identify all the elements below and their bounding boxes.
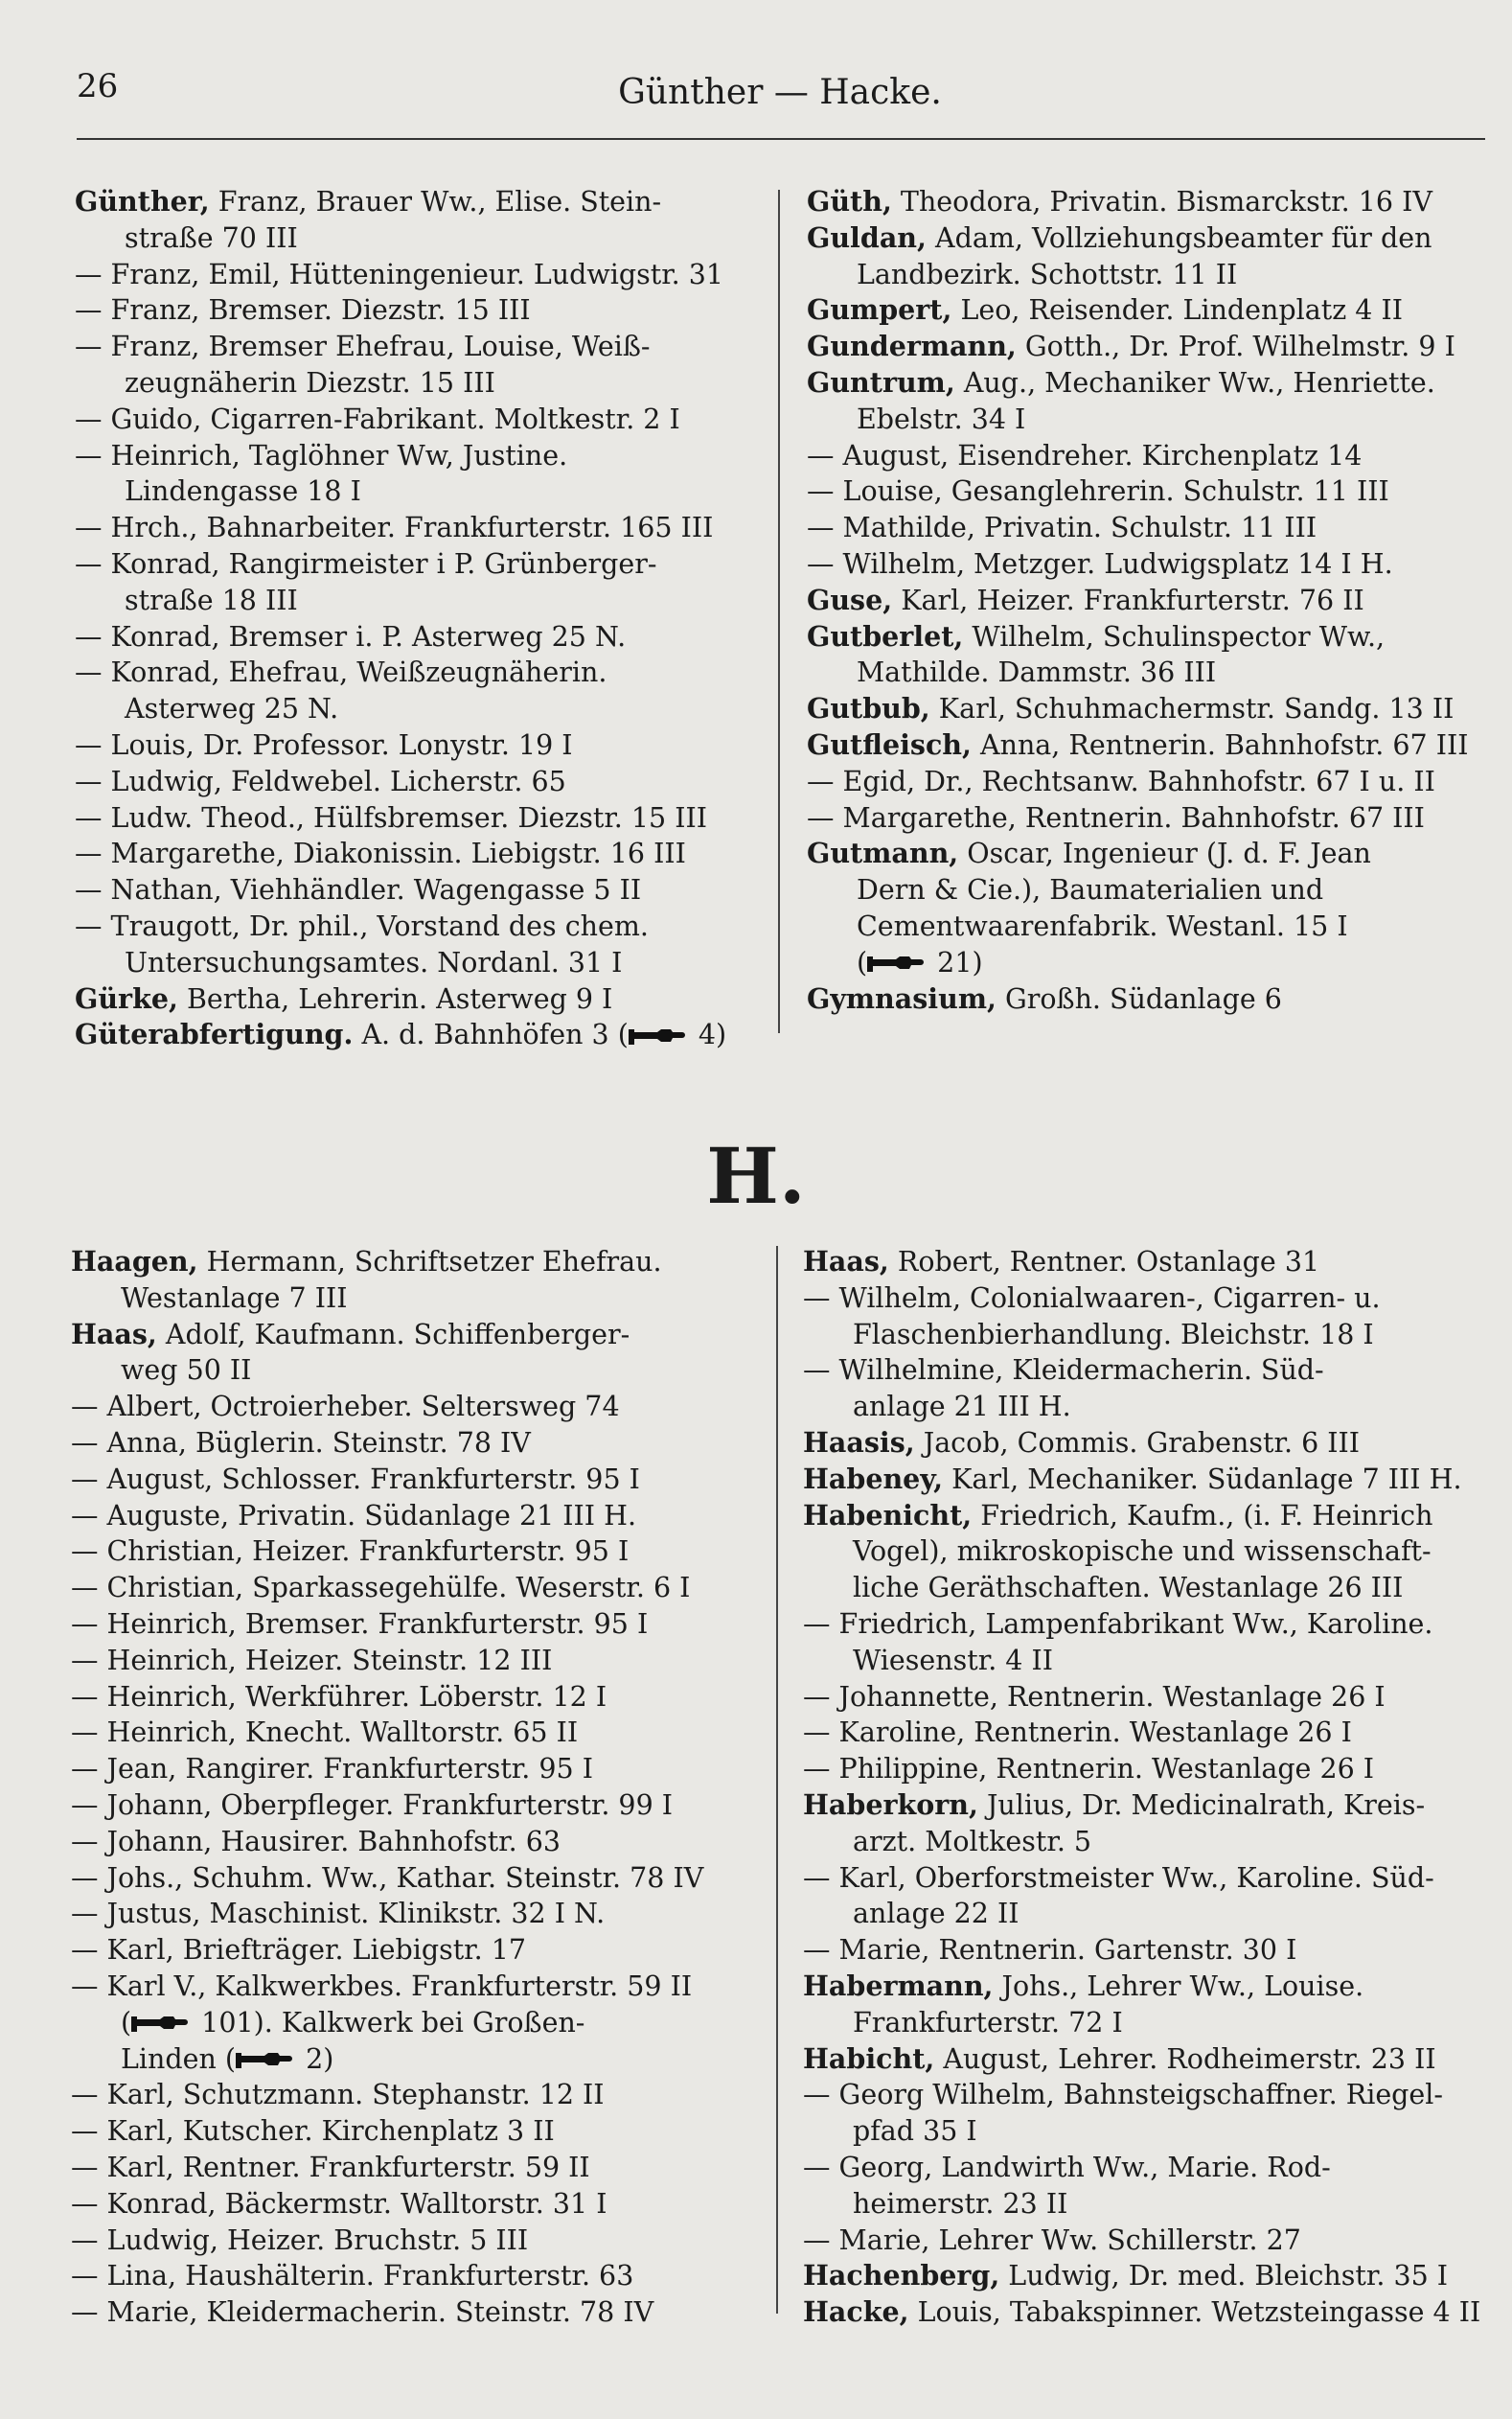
directory-entry xyxy=(75,945,760,981)
entry-text: — Nathan, Viehhändler. Wagengasse 5 II xyxy=(75,874,642,907)
directory-entry xyxy=(75,184,760,220)
entry-text: — Guido, Cigarren-Fabrikant. Moltkestr. 2 I xyxy=(75,403,680,435)
entry-text: — Egid, Dr., Rechtsanw. Bahnhofstr. 67 I u. II xyxy=(807,765,1435,797)
entry-text: A. d. Bahnhöfen 3 ( xyxy=(353,1019,629,1051)
directory-entry xyxy=(803,2186,1488,2223)
directory-entry xyxy=(803,1896,1488,1932)
entry-surname: Gürke, xyxy=(75,981,178,1015)
directory-entry xyxy=(807,727,1492,764)
entry-text: — Ludw. Theod., Hülfsbremser. Diezstr. 15 III xyxy=(75,801,708,834)
entry-text: — Johs., Schuhm. Ww., Kathar. Steinstr. 78 IV xyxy=(71,1861,704,1894)
directory-entry xyxy=(803,1824,1488,1860)
directory-entry xyxy=(75,257,760,293)
directory-entry xyxy=(803,1280,1488,1317)
entry-text: — Philippine, Rentnerin. Westanlage 26 I xyxy=(803,1753,1375,1785)
entry-text: Landbezirk. Schottstr. 11 II xyxy=(857,258,1238,290)
column-divider-bottom xyxy=(776,1246,778,2314)
directory-entry xyxy=(803,1317,1488,1353)
directory-entry xyxy=(807,365,1492,402)
directory-entry xyxy=(807,583,1492,619)
directory-entry xyxy=(71,2258,756,2294)
directory-entry xyxy=(75,546,760,583)
directory-entry xyxy=(803,2294,1488,2331)
entry-text: anlage 21 III H. xyxy=(853,1391,1071,1423)
directory-entry xyxy=(803,1787,1488,1824)
entry-text: Hermann, Schriftsetzer Ehefrau. xyxy=(197,1246,662,1278)
entry-surname: Haas, xyxy=(71,1317,157,1350)
directory-entry xyxy=(807,292,1492,329)
entry-surname: Gutberlet, xyxy=(807,619,964,653)
entry-text: straße 18 III xyxy=(125,584,298,616)
directory-entry xyxy=(803,2113,1488,2150)
directory-entry xyxy=(803,2041,1488,2078)
entry-text-after-icon: 101). Kalkwerk bei Großen- xyxy=(193,2006,585,2039)
directory-entry xyxy=(807,981,1492,1018)
directory-entry xyxy=(803,2223,1488,2259)
entry-surname: Haasis, xyxy=(803,1425,915,1459)
entry-surname: Gymnasium, xyxy=(807,981,997,1015)
entry-text: — Christian, Heizer. Frankfurterstr. 95 I xyxy=(71,1535,630,1568)
entry-text: Anna, Rentnerin. Bahnhofstr. 67 III xyxy=(971,728,1469,761)
entry-text: — Louise, Gesanglehrerin. Schulstr. 11 III xyxy=(807,475,1389,508)
directory-entry xyxy=(71,2041,756,2078)
entry-text: — Christian, Sparkassegehülfe. Weserstr. 6 I xyxy=(71,1572,691,1604)
entry-text: Oscar, Ingenieur (J. d. F. Jean xyxy=(958,838,1371,870)
directory-entry xyxy=(75,220,760,257)
directory-entry xyxy=(71,1317,756,1353)
directory-entry xyxy=(75,402,760,438)
directory-entry xyxy=(803,1462,1488,1498)
entry-text: — Johann, Hausirer. Bahnhofstr. 63 xyxy=(71,1825,561,1857)
page-number: 26 xyxy=(77,67,119,105)
entry-text: Asterweg 25 N. xyxy=(125,693,339,726)
directory-entry xyxy=(71,2223,756,2259)
entry-text: — Karl, Briefträger. Liebigstr. 17 xyxy=(71,1934,527,1967)
entry-text: — Margarethe, Diakonissin. Liebigstr. 16 III xyxy=(75,838,686,870)
entry-text: Ludwig, Dr. med. Bleichstr. 35 I xyxy=(999,2260,1449,2292)
directory-entry xyxy=(71,2150,756,2186)
directory-entry xyxy=(75,365,760,402)
entry-text: Karl, Mechaniker. Südanlage 7 III H. xyxy=(943,1463,1462,1495)
directory-entry xyxy=(75,909,760,945)
entry-text: — Wilhelm, Metzger. Ludwigsplatz 14 I H. xyxy=(807,547,1393,580)
directory-entry xyxy=(71,1715,756,1751)
directory-entry xyxy=(71,1824,756,1860)
entry-text: Cementwaarenfabrik. Westanl. 15 I xyxy=(857,910,1348,942)
telephone-hand-icon xyxy=(236,2050,297,2071)
directory-entry xyxy=(803,1643,1488,1679)
directory-entry xyxy=(803,1425,1488,1462)
page-header xyxy=(77,67,1483,144)
entry-text-after-icon: 21) xyxy=(928,946,983,979)
directory-entry xyxy=(807,945,1492,981)
entry-text: Leo, Reisender. Lindenplatz 4 II xyxy=(951,294,1403,327)
entry-text: ( xyxy=(857,946,868,979)
directory-entry xyxy=(75,1017,760,1053)
entry-text: — Heinrich, Bremser. Frankfurterstr. 95 I xyxy=(71,1607,649,1640)
directory-entry xyxy=(75,510,760,546)
entry-text: August, Lehrer. Rodheimerstr. 23 II xyxy=(934,2042,1436,2075)
directory-entry xyxy=(807,655,1492,691)
directory-entry xyxy=(71,1280,756,1317)
entry-text: Jacob, Commis. Grabenstr. 6 III xyxy=(914,1426,1361,1459)
entry-text: — Traugott, Dr. phil., Vorstand des chem. xyxy=(75,910,649,942)
entry-text: Linden ( xyxy=(121,2042,237,2075)
directory-entry xyxy=(75,619,760,656)
entry-surname: Haberkorn, xyxy=(803,1787,978,1821)
entry-text: Julius, Dr. Medicinalrath, Kreis- xyxy=(977,1788,1426,1821)
entry-text: pfad 35 I xyxy=(853,2115,977,2148)
entry-surname: Gutbub, xyxy=(807,692,930,726)
directory-entry xyxy=(75,981,760,1018)
directory-entry xyxy=(807,764,1492,800)
entry-text: — Anna, Büglerin. Steinstr. 78 IV xyxy=(71,1426,531,1459)
directory-entry xyxy=(807,473,1492,510)
entry-text: — Justus, Maschinist. Klinikstr. 32 I N. xyxy=(71,1898,606,1930)
entry-text: Wilhelm, Schulinspector Ww., xyxy=(963,620,1386,653)
entry-text: heimerstr. 23 II xyxy=(853,2187,1068,2220)
entry-surname: Gutfleisch, xyxy=(807,727,972,761)
telephone-hand-icon xyxy=(629,1026,690,1048)
entry-text: — Karl, Schutzmann. Stephanstr. 12 II xyxy=(71,2079,605,2111)
directory-entry xyxy=(71,1860,756,1897)
directory-entry xyxy=(75,836,760,872)
directory-entry xyxy=(803,1860,1488,1897)
directory-entry xyxy=(71,1679,756,1716)
entry-text-after-icon: 2) xyxy=(297,2042,334,2075)
entry-text: — Albert, Octroierheber. Seltersweg 74 xyxy=(71,1391,620,1423)
entry-surname: Günther, xyxy=(75,185,210,218)
directory-entry xyxy=(71,1244,756,1280)
entry-surname: Habicht, xyxy=(803,2041,935,2075)
entry-text: — Johannette, Rentnerin. Westanlage 26 I xyxy=(803,1680,1386,1713)
entry-text: — Lina, Haushälterin. Frankfurterstr. 63 xyxy=(71,2260,634,2292)
entry-text: — Wilhelmine, Kleidermacherin. Süd- xyxy=(803,1354,1324,1387)
directory-entry xyxy=(803,1352,1488,1389)
directory-entry xyxy=(807,691,1492,727)
directory-entry xyxy=(75,655,760,691)
entry-text: — Louis, Dr. Professor. Lonystr. 19 I xyxy=(75,728,573,761)
entry-text: Adolf, Kaufmann. Schiffenberger- xyxy=(156,1318,630,1350)
entry-text: — Konrad, Bremser i. P. Asterweg 25 N. xyxy=(75,620,627,653)
entry-text: — Jean, Rangirer. Frankfurterstr. 95 I xyxy=(71,1753,593,1785)
directory-entry xyxy=(71,2077,756,2113)
column-right-bottom xyxy=(803,1244,1488,2331)
directory-entry xyxy=(75,292,760,329)
directory-entry xyxy=(71,2113,756,2150)
directory-entry xyxy=(75,800,760,837)
entry-text: — Heinrich, Werkführer. Löberstr. 12 I xyxy=(71,1680,607,1713)
directory-entry xyxy=(807,836,1492,872)
directory-entry xyxy=(75,764,760,800)
entry-text: Aug., Mechaniker Ww., Henriette. xyxy=(954,366,1435,399)
entry-text: — Konrad, Bäckermstr. Walltorstr. 31 I xyxy=(71,2187,607,2220)
directory-entry xyxy=(71,1498,756,1534)
entry-text: — Friedrich, Lampenfabrikant Ww., Karoline. xyxy=(803,1607,1433,1640)
entry-surname: Hachenberg, xyxy=(803,2259,1000,2292)
directory-entry xyxy=(75,583,760,619)
entry-text: — Marie, Lehrer Ww. Schillerstr. 27 xyxy=(803,2223,1301,2256)
entry-text: — Heinrich, Taglöhner Ww, Justine. xyxy=(75,439,568,472)
entry-text: Bertha, Lehrerin. Asterweg 9 I xyxy=(177,982,613,1015)
directory-entry xyxy=(803,1389,1488,1425)
directory-entry xyxy=(807,184,1492,220)
column-divider-top xyxy=(778,190,780,1033)
entry-text: — Auguste, Privatin. Südanlage 21 III H. xyxy=(71,1499,637,1532)
entry-text: Dern & Cie.), Baumaterialien und xyxy=(857,874,1324,907)
entry-text: anlage 22 II xyxy=(853,1898,1019,1930)
directory-entry xyxy=(71,1896,756,1932)
column-left-bottom xyxy=(71,1244,756,2331)
directory-entry xyxy=(807,438,1492,474)
directory-entry xyxy=(807,546,1492,583)
entry-text: Friedrich, Kaufm., (i. F. Heinrich xyxy=(972,1499,1433,1532)
directory-entry xyxy=(803,1570,1488,1606)
entry-text: Untersuchungsamtes. Nordanl. 31 I xyxy=(125,946,623,979)
entry-text: — Franz, Bremser. Diezstr. 15 III xyxy=(75,294,531,327)
entry-surname: Güterabfertigung. xyxy=(75,1018,354,1051)
entry-surname: Hacke, xyxy=(803,2295,909,2329)
directory-entry xyxy=(71,2005,756,2041)
entry-text: — Georg, Landwirth Ww., Marie. Rod- xyxy=(803,2151,1331,2183)
directory-entry xyxy=(807,909,1492,945)
entry-surname: Habermann, xyxy=(803,1969,994,2002)
directory-entry xyxy=(71,1570,756,1606)
entry-text: — Karl, Rentner. Frankfurterstr. 59 II xyxy=(71,2151,590,2183)
entry-text: Karl, Heizer. Frankfurterstr. 76 II xyxy=(892,584,1364,616)
entry-text: Robert, Rentner. Ostanlage 31 xyxy=(888,1246,1320,1278)
directory-entry xyxy=(75,329,760,365)
directory-entry xyxy=(71,1643,756,1679)
telephone-hand-icon xyxy=(867,954,928,975)
telephone-hand-icon xyxy=(131,2014,193,2035)
entry-surname: Guntrum, xyxy=(807,365,955,399)
entry-text: — Johann, Oberpfleger. Frankfurterstr. 99 I xyxy=(71,1788,674,1821)
entry-text: — Marie, Kleidermacherin. Steinstr. 78 IV xyxy=(71,2296,654,2329)
entry-text: — Mathilde, Privatin. Schulstr. 11 III xyxy=(807,512,1317,544)
directory-entry xyxy=(71,1751,756,1787)
entry-text: — Ludwig, Heizer. Bruchstr. 5 III xyxy=(71,2223,529,2256)
entry-text: — Georg Wilhelm, Bahnsteigschaffner. Riegel- xyxy=(803,2079,1444,2111)
entry-text: Franz, Brauer Ww., Elise. Stein- xyxy=(209,186,662,218)
entry-text: Großh. Südanlage 6 xyxy=(996,982,1282,1015)
entry-text: — Heinrich, Knecht. Walltorstr. 65 II xyxy=(71,1716,579,1749)
directory-entry xyxy=(807,220,1492,257)
entry-text: — Karl V., Kalkwerkbes. Frankfurterstr. 59 II xyxy=(71,1970,693,2002)
directory-entry xyxy=(71,1969,756,2005)
directory-entry xyxy=(803,1932,1488,1969)
entry-text: Karl, Schuhmachermstr. Sandg. 13 II xyxy=(929,693,1455,726)
directory-entry xyxy=(803,1751,1488,1787)
directory-entry xyxy=(803,1606,1488,1643)
entry-text: — Karl, Oberforstmeister Ww., Karoline. Süd- xyxy=(803,1861,1434,1894)
entry-surname: Guse, xyxy=(807,583,893,616)
directory-entry xyxy=(803,1715,1488,1751)
entry-text: zeugnäherin Diezstr. 15 III xyxy=(125,366,495,399)
directory-entry xyxy=(71,1352,756,1389)
directory-entry xyxy=(71,2186,756,2223)
entry-text: Westanlage 7 III xyxy=(121,1281,348,1314)
directory-entry xyxy=(71,1533,756,1570)
directory-entry xyxy=(807,872,1492,909)
directory-entry xyxy=(803,2005,1488,2041)
directory-entry xyxy=(807,329,1492,365)
entry-text: — Karoline, Rentnerin. Westanlage 26 I xyxy=(803,1716,1352,1749)
entry-surname: Guldan, xyxy=(807,220,927,254)
directory-entry xyxy=(803,1244,1488,1280)
entry-text: — Franz, Bremser Ehefrau, Louise, Weiß- xyxy=(75,331,651,363)
entry-surname: Gumpert, xyxy=(807,293,952,327)
entry-text: Wiesenstr. 4 II xyxy=(853,1644,1054,1676)
entry-text: — Heinrich, Heizer. Steinstr. 12 III xyxy=(71,1644,553,1676)
entry-text: Theodora, Privatin. Bismarckstr. 16 IV xyxy=(891,186,1432,218)
entry-text: Frankfurterstr. 72 I xyxy=(853,2006,1123,2039)
directory-entry xyxy=(71,1787,756,1824)
directory-entry xyxy=(75,473,760,510)
entry-surname: Haas, xyxy=(803,1245,889,1278)
directory-entry xyxy=(807,257,1492,293)
entry-text: — Franz, Emil, Hütteningenieur. Ludwigstr. 31 xyxy=(75,258,724,290)
entry-text: — Ludwig, Feldwebel. Licherstr. 65 xyxy=(75,765,566,797)
directory-entry xyxy=(803,1533,1488,1570)
entry-text-after-icon: 4) xyxy=(689,1019,727,1051)
entry-text: Adam, Vollziehungsbeamter für den xyxy=(926,221,1432,254)
entry-surname: Habeney, xyxy=(803,1462,944,1495)
entry-surname: Haagen, xyxy=(71,1245,198,1278)
entry-surname: Gutmann, xyxy=(807,837,959,870)
directory-entry xyxy=(75,727,760,764)
directory-entry xyxy=(807,402,1492,438)
running-head: Günther — Hacke. xyxy=(618,73,942,112)
column-right-top xyxy=(807,184,1492,1017)
directory-entry xyxy=(803,2258,1488,2294)
directory-entry xyxy=(71,1932,756,1969)
directory-entry xyxy=(807,510,1492,546)
directory-entry xyxy=(71,1462,756,1498)
directory-entry xyxy=(75,438,760,474)
directory-entry xyxy=(803,1679,1488,1716)
directory-entry xyxy=(803,2150,1488,2186)
entry-text: Ebelstr. 34 I xyxy=(857,403,1026,435)
entry-text: Mathilde. Dammstr. 36 III xyxy=(857,657,1217,689)
entry-text: — Konrad, Rangirmeister i P. Grünberger- xyxy=(75,547,657,580)
entry-surname: Gundermann, xyxy=(807,330,1017,363)
entry-text: — Karl, Kutscher. Kirchenplatz 3 II xyxy=(71,2115,555,2148)
directory-entry xyxy=(71,2294,756,2331)
entry-text: arzt. Moltkestr. 5 xyxy=(853,1825,1092,1857)
directory-entry xyxy=(71,1606,756,1643)
entry-text: Vogel), mikroskopische und wissenschaft- xyxy=(853,1535,1432,1568)
directory-entry xyxy=(803,2077,1488,2113)
entry-text: — Marie, Rentnerin. Gartenstr. 30 I xyxy=(803,1934,1297,1967)
entry-text: Gotth., Dr. Prof. Wilhelmstr. 9 I xyxy=(1016,331,1455,363)
directory-entry xyxy=(803,1498,1488,1534)
directory-entry xyxy=(71,1389,756,1425)
entry-text: — August, Schlosser. Frankfurterstr. 95 I xyxy=(71,1463,640,1495)
entry-text: weg 50 II xyxy=(121,1354,252,1387)
directory-entry xyxy=(807,800,1492,837)
entry-text: — Margarethe, Rentnerin. Bahnhofstr. 67 III xyxy=(807,801,1425,834)
section-letter-heading: H. xyxy=(706,1131,806,1221)
directory-entry xyxy=(803,1969,1488,2005)
entry-text: Louis, Tabakspinner. Wetzsteingasse 4 II xyxy=(908,2296,1481,2329)
entry-text: — Wilhelm, Colonialwaaren-, Cigarren- u. xyxy=(803,1281,1381,1314)
entry-surname: Habenicht, xyxy=(803,1498,973,1532)
entry-text: — Hrch., Bahnarbeiter. Frankfurterstr. 165 III xyxy=(75,512,714,544)
header-rule xyxy=(77,138,1485,140)
entry-text: Johs., Lehrer Ww., Louise. xyxy=(993,1970,1364,2002)
entry-text: Flaschenbierhandlung. Bleichstr. 18 I xyxy=(853,1318,1374,1350)
entry-text: ( xyxy=(121,2006,132,2039)
entry-text: Lindengasse 18 I xyxy=(125,475,361,508)
directory-entry xyxy=(71,1425,756,1462)
entry-text: liche Geräthschaften. Westanlage 26 III xyxy=(853,1572,1404,1604)
entry-text: — August, Eisendreher. Kirchenplatz 14 xyxy=(807,439,1363,472)
entry-text: — Konrad, Ehefrau, Weißzeugnäherin. xyxy=(75,657,607,689)
directory-entry xyxy=(807,619,1492,656)
directory-entry xyxy=(75,691,760,727)
entry-text: straße 70 III xyxy=(125,221,298,254)
entry-surname: Güth, xyxy=(807,185,892,218)
directory-entry xyxy=(75,872,760,909)
column-left-top xyxy=(75,184,760,1053)
